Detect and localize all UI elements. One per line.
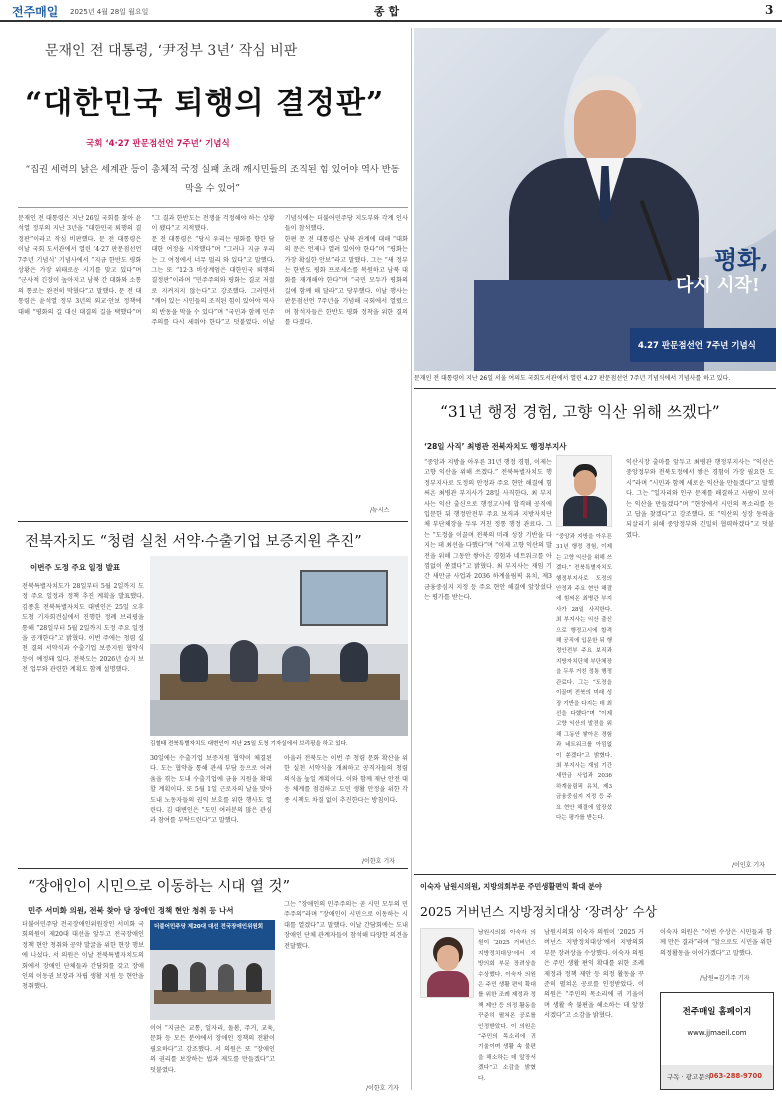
briefing-floor xyxy=(150,700,408,736)
article4-subhead: 민주 서미화 의원, 전북 찾아 당 장애인 정책 현안 청취 등 나서 xyxy=(28,906,234,915)
briefing-person-3 xyxy=(282,646,310,682)
article5-portrait xyxy=(420,928,474,998)
article5-body-col2: 남원시의회 이숙자 의원이 ‘2025 거버넌스 지방정치대상’에서 지방의회 부문 장려상을 수상했다. 이숙자 의원은 주민 생활 편익 확대를 위한 조례 제정과 정책 제안 등 의정 활동을 꾸준히 펼쳐온 공로를 인정받았다. 이 의원은 “주민의 목소리에 귀 기울이며 생활 속 불편을 해소하는 데 앞장서겠다”고 소감을 밝혔다. xyxy=(544,929,644,1020)
article3-body-mid: “중앙과 지방을 아우른 31년 행정 경험, 이제는 고향 익산을 위해 쓰겠다.” 전북특별자치도 행정부지사로 도정의 안정과 주요 현안 해결에 힘써온 최병관 부지사가 28일 사직한다. 최 부지사는 익산 출신으로 행정고시에 합격해 공직에 입문한 뒤 행정안전부 주요 보직과 지방자치단체 부단체장을 두루 거친 정통 행정 관료다. 그는 “도정을 이끌며 전북의 미래 성장 기반을 다지는 데 최선을 다했다”며 “이제 고향 익산의 발전을 위해 그동안 쌓아온 경험과 네트워크를 아낌없이 쏟겠다”고 밝혔다. 최 부지사는 재임 기간 새만금 사업과 2036 하계올림픽 유치, 제3금융중심지 지정 등 주요 현안 해결에 앞장섰다는 평가를 받는다. xyxy=(556,534,612,821)
article2-byline: /이한호 기자 xyxy=(362,858,395,865)
article3-subhead: ‘28일 사직’ 최병관 전북자치도 행정부지사 xyxy=(424,442,567,451)
briefing-screen xyxy=(300,570,388,626)
article2-body-col1: 전북특별자치도가 28일부터 5월 2일까지 도정 주요 일정과 정책 추진 계획을 발표했다. 김종훈 전북특별자치도 대변인은 25일 오후 도청 기자회견실에서 진행한 정례 브리핑을 통해 “28일부터 5월 2일까지 도정 주요 일정을 공개한다”고 밝혔다. 이번 주에는 청렴 실천 결의 서약식과 수출기업 보증지원 협약식 등이 예정돼 있다. 전북도는 2026년 습지 보전 업무와 관련한 계획도 함께 설명했다. xyxy=(22,583,144,674)
photo-banner-3: 4.27 판문점선언 7주년 기념식 xyxy=(638,341,756,351)
article5-kicker: 이숙자 남원시의원, 지방의회부문 주민생활편익 확대 분야 xyxy=(420,882,602,891)
meeting-person-1 xyxy=(162,964,178,992)
meeting-person-3 xyxy=(218,964,234,992)
masthead xyxy=(0,0,782,22)
photo-banner-3-box xyxy=(630,328,776,362)
ad-title: 전주매일 홈페이지 xyxy=(682,1007,752,1017)
meeting-banner-text: 더불어민주당 제20대 대선 전국장애인위원회 xyxy=(154,924,264,930)
article4-body-col2: 이어 “지금은 교통, 일자리, 돌봄, 주거, 교육, 문화 등 모든 분야에서 장애인 정책의 전환이 필요하다”고 강조했다. 서 의원은 또 “장애인의 권리를 보장하는 법과 제도를 만들겠다”고 덧붙였다. xyxy=(150,1025,275,1074)
article4-body-col1: 더불어민주당 전국장애인위원장인 서미화 국회의원이 제20대 대선을 앞두고 전국장애인 정책 현안 청취와 공약 발굴을 위한 현장 행보에 나섰다. 서 의원은 이날 전북특별자치도의회에서 장애인 단체들과 간담회를 갖고 장애인의 이동권 보장과 자립 생활 지원 등 현안을 청취했다. xyxy=(22,921,144,991)
article5-headline: 2025 거버넌스 지방정치대상 ‘장려상’ 수상 xyxy=(420,904,657,919)
masthead-page: 3 xyxy=(765,3,774,17)
ad-footer-label: 구독 · 광고문의 xyxy=(667,1073,711,1081)
article1-body-col3: 한편 문 전 대통령은 남북 관계에 대해 “대화의 문은 언제나 열려 있어야 한다”며 “평화는 가장 확실한 안보”라고 말했다. 그는 “새 정부는 한반도 평화 프로세스를 복원하고 남북 대화를 재개해야 한다”며 “국민 모두가 평화의 길에 함께 해 달라”고 당부했다. 이날 행사는 판문점선언 7주년을 기념해 국회에서 열렸으며 참석자들은 한반도 평화 정착을 위한 결의를 다졌다. xyxy=(284,235,408,327)
masthead-date: 2025년 4월 28일 월요일 xyxy=(70,8,149,16)
article1-headline: “대한민국 퇴행의 결정판” xyxy=(25,86,385,121)
article1-photo-caption: 문재인 전 대통령이 지난 26일 서울 여의도 국회도서관에서 열린 4.27 판문점선언 7주년 기념식에서 기념사를 하고 있다. xyxy=(414,375,731,382)
meeting-table xyxy=(154,990,271,1004)
article2-photo xyxy=(150,556,408,736)
article3-byline: /이인호 기자 xyxy=(732,862,765,869)
article1-photo xyxy=(414,28,776,371)
article2-photo-caption: 김철태 전북특별자치도 대변인이 지난 25일 도청 기자실에서 브리핑을 하고 있다. xyxy=(150,741,348,747)
article5-byline: /남원=김기주 기자 xyxy=(700,975,750,982)
article4-byline: /이한호 기자 xyxy=(366,1085,399,1092)
article1-body-col2: 문 전 대통령은 “당시 우리는 평화를 향한 담대한 여정을 시작했다”며 “그러나 지금 우리는 그 여정에서 너무 멀리 와 있다”고 말했다. 그는 또 “12·3 비상계엄은 대한민국 퇴행의 결정판”이라며 “민주주의와 평화는 결코 저절로 지켜지지 않는다”고 강조했다. 그러면서 “깨어 있는 시민들의 조직된 힘이 있어야 역사의 반동을 막을 수 있다”며 “국민과 함께 민주주의를 다시 세워야 한다”고 덧붙였다. 이날 기념식에는 더불어민주당 지도부와 각계 인사들이 참석했다. xyxy=(151,215,408,327)
article1-body xyxy=(18,214,408,512)
column-divider xyxy=(411,28,412,1090)
portrait-face xyxy=(574,470,596,496)
briefing-person-4 xyxy=(340,642,368,682)
article5-top-rule xyxy=(414,874,776,875)
article2-body-col2: 30일에는 수출기업 보증지원 협약이 체결된다. 도는 협약을 통해 관세 부담 등으로 어려움을 겪는 도내 수출기업에 금융 지원을 확대할 계획이다. 또 5월 1일 근로자의 날을 맞아 도내 노동자들의 권익 보호를 위한 행사도 열린다. 김 대변인은 “도민 여러분의 많은 관심과 참여를 부탁드린다”고 말했다. xyxy=(150,755,272,825)
speaker-face xyxy=(574,90,636,162)
article4-top-rule xyxy=(18,868,408,869)
meeting-person-4 xyxy=(246,963,262,992)
article3-body: “중앙과 지방을 아우른 31년 행정 경험, 이제는 고향 익산을 위해 쓰겠다.” 전북특별자치도 행정부지사로 도정의 안정과 주요 현안 해결에 힘써온 최병관 부지사가 28일 사직한다. 최 부지사는 익산 출신으로 행정고시에 합격해 공직에 입문한 뒤 행정안전부 주요 보직과 지방자치단체 부단체장을 두루 거친 정통 행정 관료다. 그는 “도정을 이끌며 전북의 미래 성장 기반을 다지는 데 최선을 다했다”며 “이제 고향 익산의 발전을 위해 그동안 쌓아온 경험과 네트워크를 아낌없이 쏟겠다”고 밝혔다. 최 부지사는 재임 기간 새만금 사업과 2036 하계올림픽 유치, 제3금융중심지 지정 등 주요 현안 해결에 앞장섰다는 평가를 받는다. xyxy=(424,459,552,602)
article3-headline: “31년 행정 경험, 고향 익산 위해 쓰겠다” xyxy=(440,403,720,421)
article1-byline: /뉴시스 xyxy=(370,507,390,514)
masthead-paper: 전주매일 xyxy=(12,5,59,19)
article3-top-rule xyxy=(414,388,776,389)
article2-body-col3: 아울러 전북도는 이번 주 청렴 문화 확산을 위한 실천 서약식을 개최하고 공직자들의 청렴 의식을 높일 계획이다. 이와 함께 재난 안전 대응 체계를 점검하고 도민 생활 안정을 위한 각종 시책도 차질 없이 추진한다는 방침이다. xyxy=(284,755,408,804)
article2-top-rule xyxy=(18,521,408,522)
ad-footer xyxy=(661,1065,773,1089)
masthead-section: 종 합 xyxy=(374,5,400,18)
article2-headline: 전북자치도 “청렴 실천 서약·수출기업 보증지원 추진” xyxy=(25,534,362,550)
photo-banner-2: 다시 시작! xyxy=(676,275,760,296)
article2-subhead: 이번주 도정 주요 일정 발표 xyxy=(30,563,121,572)
ad-url[interactable]: www.jjmaeil.com xyxy=(687,1029,747,1037)
article5-body-right: 이숙자 의원은 “이번 수상은 시민들과 함께 만든 결과”라며 “앞으로도 시민을 위한 의정활동을 이어가겠다”고 말했다. xyxy=(660,929,772,957)
meeting-person-2 xyxy=(190,962,206,992)
article4-photo xyxy=(150,920,275,1020)
photo-banner-1: 평화, xyxy=(714,245,769,274)
article1-lead-rule xyxy=(18,207,408,208)
article1-kicker: 문재인 전 대통령, ‘尹정부 3년’ 작심 비판 xyxy=(45,43,298,59)
article5-body: 남원시의회 이숙자 의원이 ‘2025 거버넌스 지방정치대상’에서 지방의회 부문 장려상을 수상했다. 이숙자 의원은 주민 생활 편익 확대를 위한 조례 제정과 정책 제안 등 의정 활동을 꾸준히 펼쳐온 공로를 인정받았다. 이 의원은 “주민의 목소리에 귀 기울이며 생활 속 불편을 해소하는 데 앞장서겠다”고 소감을 밝혔다. xyxy=(478,930,536,1082)
article1-subhead: 국회 ‘4·27 판문점선언 7주년’ 기념식 xyxy=(86,139,230,149)
briefing-person-2 xyxy=(230,640,258,682)
briefing-person-1 xyxy=(180,644,208,682)
portrait-face xyxy=(437,945,459,971)
article4-body-col3: 그는 “장애인의 민주주의는 곧 시민 모두의 민주주의”라며 “장애인이 시민으로 이동하는 시대를 열겠다”고 말했다. 이날 간담회에는 도내 장애인 단체 관계자들이 참석해 다양한 의견을 전달했다. xyxy=(284,901,408,950)
article1-body-col1: 문재인 전 대통령은 지난 26일 국회를 찾아 윤석열 정부의 지난 3년을 “대한민국 퇴행의 결정판”이라고 작심 비판했다. 문 전 대통령은 이날 국회 도서관에서 열린 ‘4·27 판문점선언 7주년 기념식’ 기념사에서 “지금 한반도 평화 상황은 가장 위태로운 시기를 맞고 있다”며 “군사적 긴장이 높아지고 남북 간 대화와 소통의 통로는 완전히 막혔다”고 말했다. 문 전 대통령은 윤석열 정부 3년의 외교·안보 정책에 대해 “평화의 길 대신 대결의 길을 택했다”며 “그 결과 한반도는 전쟁을 걱정해야 하는 상황이 됐다”고 지적했다. xyxy=(18,215,275,316)
article4-headline: “장애인이 시민으로 이동하는 시대 열 것” xyxy=(28,879,290,895)
portrait-jacket xyxy=(427,971,469,998)
article3-portrait xyxy=(556,455,612,527)
article1-lead: “집권 세력의 낡은 세계관 등이 총체적 국정 실패 초래 깨시민들의 조직된 힘 있어야 역사 반동 막을 수 있어” xyxy=(25,164,400,194)
portrait-tie xyxy=(583,496,587,518)
ad-phone: 063-288-9700 xyxy=(709,1072,762,1080)
ad-box xyxy=(660,992,774,1090)
article3-body-right: 익산시장 출마를 앞두고 최병관 행정부지사는 “익산은 중앙정부와 전북도정에서 쌓은 경험이 가장 필요한 도시”라며 “시민과 함께 새로운 익산을 만들겠다”고 말했다. 그는 “일자리와 인구 문제를 해결하고 사람이 모이는 익산을 만들겠다”며 “현장에서 시민의 목소리를 듣고 답을 찾겠다”고 강조했다. 또 “익산의 성장 동력을 되살리기 위해 중앙정부와 긴밀히 협력하겠다”고 덧붙였다. xyxy=(626,459,774,539)
